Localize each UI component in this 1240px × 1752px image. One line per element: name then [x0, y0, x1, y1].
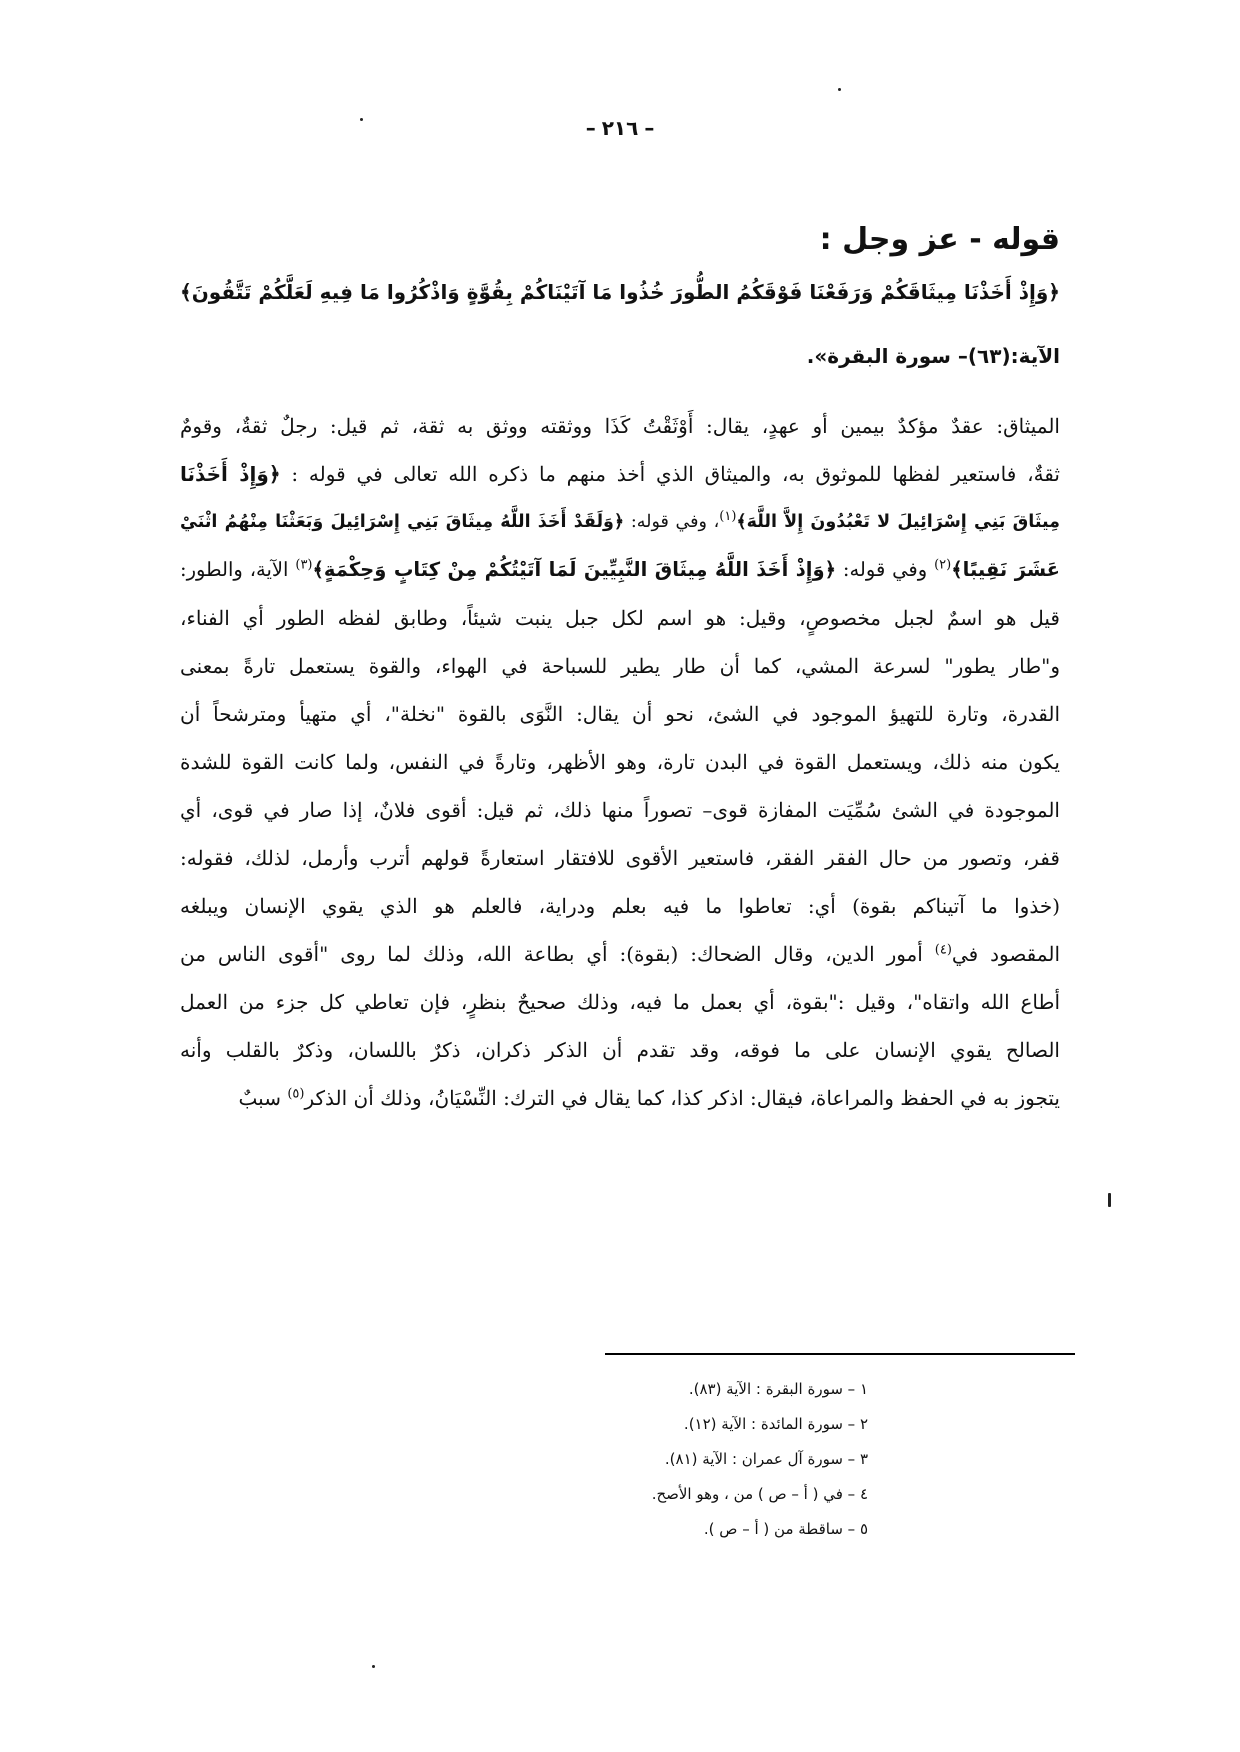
quran-quote: عَشَرَ نَقِيبًا﴾: [951, 558, 1061, 581]
body-line: قفر، وتصور من حال الفقر الفقر، فاستعير الأقوى للافتقار استعارةً قولهم أترب وأرمل، لذلك، فقوله:: [180, 846, 1060, 870]
scan-speck: [838, 88, 841, 91]
body-line: (خذوا ما آتيناكم بقوة) أي: تعاطوا ما فيه بعلم ودراية، فالعلم هو الذي يقوي الإنسان ويبلغه: [180, 894, 1060, 918]
body-line: [180, 930, 1060, 978]
verse-reference: الآية:(٦٣)– سورة البقرة».: [806, 344, 1060, 368]
body-text-fragment: الآية، والطور:: [180, 558, 289, 581]
footnote-ref: (٤): [934, 942, 952, 958]
quran-quote: ﴿وَلَقَدْ أَخَذَ اللَّهُ مِيثَاقَ بَنِي إِسْرَائِيلَ وَبَعَثْنَا مِنْهُمُ اثْنَيْ: [180, 512, 625, 532]
quran-verse: ﴿وَإِذْ أَخَذْنَا مِيثَاقَكُمْ وَرَفَعْنَا فَوْقَكُمُ الطُّورَ خُذُوا مَا آتَيْنَاكُمْ بِقُوَّةٍ وَاذْكُرُوا مَا فِيهِ لَعَلَّكُمْ تَتَّقُونَ﴾: [180, 280, 1060, 304]
body-text-fragment: ، وفي قوله:: [630, 512, 720, 532]
section-heading: قوله - عز وجل :: [819, 222, 1060, 257]
body-line: يكون منه ذلك، ويستعمل القوة في البدن تارة، وهو الأظهر، وتارةً في النفس، ولما كانت القوة للشدة: [180, 750, 1060, 774]
scan-speck: [372, 1665, 375, 1668]
quran-quote: مِيثَاقَ بَنِي إِسْرَائِيلَ لا تَعْبُدُونَ إِلاَّ اللَّهَ﴾: [736, 512, 1060, 532]
footnote-ref: (٣): [295, 557, 313, 573]
body-text-fragment: المقصود في: [951, 942, 1061, 966]
body-line: [180, 498, 1060, 546]
body-line: الموجودة في الشئ سُمِّيَت المفازة قوى– تصوراً منها ذلك، ثم قيل: أقوى فلانٌ، إذا صار في قوى، أي: [180, 798, 1060, 822]
footnote: ٢ – سورة المائدة : الآية (١٢).: [683, 1415, 868, 1433]
body-text-fragment: أمور الدين، وقال الضحاك: (بقوة): أي بطاعة الله، وذلك لما روى "أقوى الناس من: [180, 942, 923, 966]
footnote: ٤ – في ( أ – ص ) من ، وهو الأصح.: [651, 1485, 868, 1503]
body-text-fragment: ثقةٌ، فاستعير لفظها للموثوق به، والميثاق الذي أخذ منهم ما ذكره الله تعالى في قوله :: [291, 462, 1060, 486]
body-line: و"طار يطور" لسرعة المشي، كما أن طار يطير للسباحة في الهواء، والقوة يستعمل تارةً بمعنى: [180, 654, 1060, 678]
footnote: ٣ – سورة آل عمران : الآية (٨١).: [664, 1450, 868, 1468]
body-line: قيل هو اسمٌ لجبل مخصوصٍ، وقيل: هو اسم لكل جبل ينبت شيئاً، وطابق لفظه الطور أي الفناء،: [180, 606, 1060, 630]
body-line: [180, 1074, 1060, 1122]
body-line: [180, 546, 1060, 594]
body-line: القدرة، وتارة للتهيؤ الموجود في الشئ، نحو أن يقال: النَّوَى بالقوة "نخلة"، أي متهيأ ومترشحاً أن: [180, 702, 1060, 726]
footnote-ref: (١): [719, 509, 737, 525]
page-number-value: ٢١٦: [601, 116, 639, 140]
footnotes: [652, 1372, 868, 1547]
footnote-ref: (٥): [287, 1086, 305, 1102]
scan-speck: [1108, 1193, 1111, 1207]
body-text-fragment: يتجوز به في الحفظ والمراعاة، فيقال: اذكر كذا، كما يقال في الترك: النِّسْيَانُ، وذلك أن الذكر: [304, 1086, 1060, 1110]
body-text-fragment: سببٌ: [238, 1086, 281, 1110]
quran-quote: ﴿وَإِذْ أَخَذَ اللَّهُ مِيثَاقَ النَّبِيِّينَ لَمَا آتَيْتُكُمْ مِنْ كِتَابٍ وَحِكْمَةٍ﴾: [312, 558, 836, 581]
body-line: أطاع الله واتقاه"، وقيل :"بقوة، أي بعمل ما فيه، وذلك صحيحٌ بنظرٍ، فإن تعاطي كل جزء من العمل: [180, 990, 1060, 1014]
scan-speck: [360, 118, 363, 121]
commentary-body: [180, 402, 1060, 1122]
body-line: الميثاق: عقدٌ مؤكدٌ بيمين أو عهدٍ، يقال: أَوْثَقْتُ كَذَا ووثقته ووثق به ثقة، ثم قيل: رجلٌ ثقةٌ، وقومٌ: [180, 414, 1060, 438]
body-text-fragment: وفي قوله:: [842, 558, 928, 581]
body-line: [180, 450, 1060, 498]
footnote: ١ – سورة البقرة : الآية (٨٣).: [688, 1380, 868, 1398]
footnote: ٥ – ساقطة من ( أ – ص ).: [703, 1520, 868, 1538]
footnote-ref: (٢): [934, 557, 952, 573]
body-line: الصالح يقوي الإنسان على ما فوقه، وقد تقدم أن الذكر ذكران، ذكرٌ باللسان، وذكرٌ بالقلب وأنه: [180, 1038, 1060, 1062]
quran-quote: ﴿وَإِذْ أَخَذْنَا: [180, 462, 281, 486]
page-number: – ٢١٦ –: [585, 116, 655, 140]
footnote-separator: [605, 1353, 1075, 1355]
